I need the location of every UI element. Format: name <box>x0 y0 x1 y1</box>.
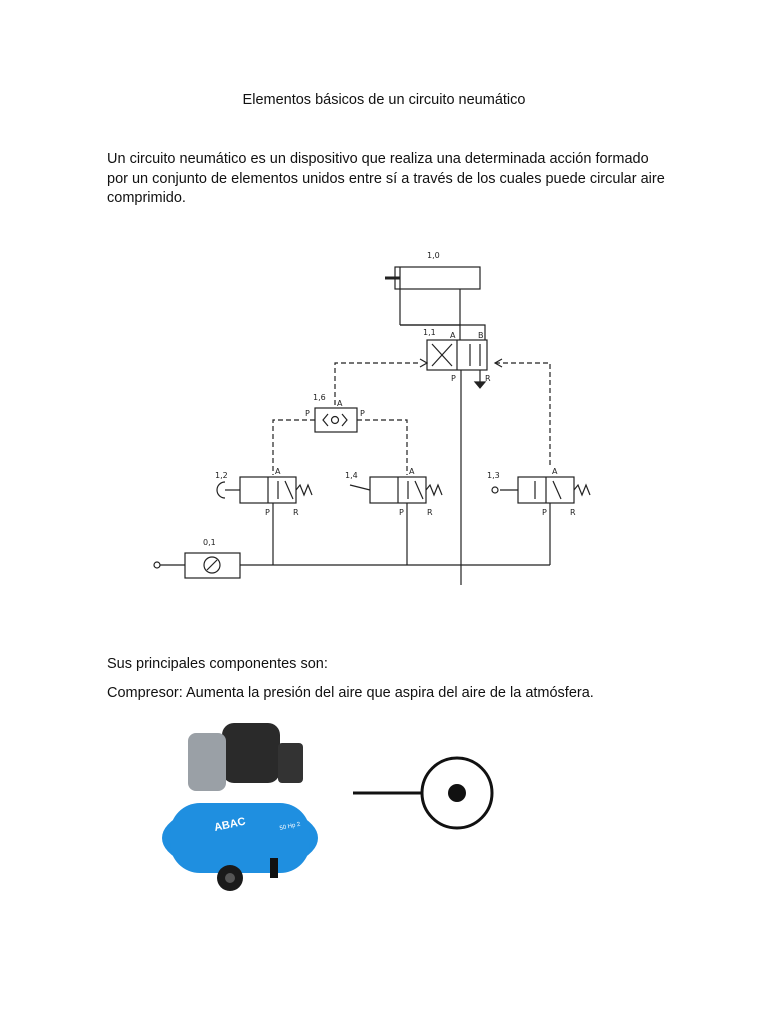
svg-text:P: P <box>542 508 547 517</box>
svg-text:A: A <box>275 467 281 476</box>
svg-text:50 Hp 2: 50 Hp 2 <box>279 821 301 832</box>
svg-text:ABAC: ABAC <box>213 815 247 834</box>
shuttle-valve <box>315 408 357 432</box>
svg-text:B: B <box>478 331 484 340</box>
pneumatic-circuit-diagram <box>145 240 605 590</box>
svg-text:A: A <box>337 399 343 408</box>
compressor-description: Compresor: Aumenta la presión del aire que aspira del aire de la atmósfera. <box>107 685 594 701</box>
svg-text:P: P <box>399 508 404 517</box>
svg-text:R: R <box>485 374 491 383</box>
svg-text:P: P <box>265 508 270 517</box>
service-unit <box>154 553 240 578</box>
roller-valve <box>492 477 590 503</box>
svg-text:R: R <box>570 508 576 517</box>
label-cylinder: 1,0 <box>427 251 440 260</box>
push-button-valve <box>217 477 312 503</box>
label-shuttle: 1,6 <box>313 393 326 402</box>
label-valve-left: 1,2 <box>215 471 228 480</box>
svg-text:P: P <box>451 374 456 383</box>
label-valve-right: 1,3 <box>487 471 500 480</box>
compressor-symbol <box>345 740 505 850</box>
main-directional-valve <box>427 340 487 585</box>
label-valve-main: 1,1 <box>423 328 436 337</box>
components-heading: Sus principales componentes son: <box>107 656 328 672</box>
svg-text:P: P <box>305 409 310 418</box>
intro-paragraph: Un circuito neumático es un dispositivo que realiza una determinada acción formado por un conjunto de elementos unidos entre sí a través de los cuales puede circular aire comprimido. <box>107 151 665 206</box>
page-title: Elementos básicos de un circuito neumático <box>242 92 526 108</box>
double-acting-cylinder <box>385 267 480 325</box>
label-valve-mid: 1,4 <box>345 471 358 480</box>
lever-valve <box>350 477 442 503</box>
svg-text:A: A <box>552 467 558 476</box>
compressor-photo <box>150 718 330 893</box>
svg-text:A: A <box>450 331 456 340</box>
svg-text:R: R <box>427 508 433 517</box>
svg-text:P: P <box>360 409 365 418</box>
svg-text:R: R <box>293 508 299 517</box>
label-unit: 0,1 <box>203 538 216 547</box>
svg-text:A: A <box>409 467 415 476</box>
